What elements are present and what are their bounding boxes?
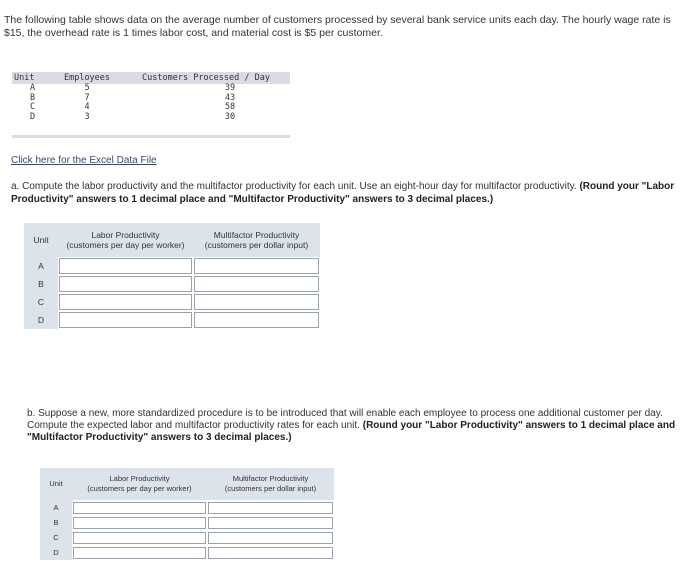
cell-unit: B [30,92,36,103]
answer-table-b [40,468,334,560]
col-multifactor-productivity [193,223,320,257]
table-row [40,530,334,545]
question-b [27,408,677,444]
cell-unit: A [30,83,36,93]
multifactor-productivity-input-b[interactable] [194,276,319,292]
table-row [24,293,320,311]
table-row [12,84,290,94]
col-labor-title: Labor Productivity [109,474,170,483]
data-table-footer-bar [12,135,290,138]
multifactor-productivity-input-d[interactable] [194,312,319,328]
table-row [24,275,320,293]
cell-employees: 4 [84,102,90,112]
labor-productivity-input-d[interactable] [73,547,206,559]
question-a [11,180,691,206]
labor-productivity-input-c[interactable] [73,532,206,544]
header-unit: Unit [12,72,52,84]
cell-employees: 7 [84,92,90,103]
col-labor-subtitle: (customers per day per worker) [66,240,185,250]
question-b-text: b. Suppose a new, more standardized procedure is to be introduced that will enable each employee to process one additional customer per day. Compute the expected labor and multifactor productivity rates for each unit. [27,408,663,431]
multifactor-productivity-input-a[interactable] [208,502,333,514]
answer-table-a-header [24,223,320,257]
data-table-header [12,72,290,84]
col-multifactor-productivity [207,468,334,500]
cell-customers: 58 [224,102,236,112]
col-labor-title: Labor Productivity [91,230,160,240]
col-multi-subtitle: (customers per dollar input) [204,240,309,250]
header-customers: Customers Processed / Day [122,72,290,84]
col-labor-subtitle: (customers per day per worker) [87,484,192,493]
table-row [12,94,290,104]
excel-data-link[interactable]: Click here for the Excel Data File [11,155,157,166]
labor-productivity-input-b[interactable] [59,276,192,292]
table-row [12,113,290,127]
cell-unit: D [30,111,36,122]
multifactor-productivity-input-a[interactable] [194,258,319,274]
row-unit: B [24,275,58,293]
labor-productivity-input-c[interactable] [59,294,192,310]
multifactor-productivity-input-d[interactable] [208,547,333,559]
col-unit: Unit [40,468,72,500]
cell-customers: 39 [224,83,236,93]
data-table [12,72,290,126]
table-row [24,257,320,275]
answer-table-a [24,223,320,329]
multifactor-productivity-input-c[interactable] [194,294,319,310]
cell-customers: 43 [224,92,236,103]
intro-text: The following table shows data on the average number of customers processed by several bank service units each day. The hourly wage rate is $15, the overhead rate is 1 times labor cost, and material cost is $5 per customer. [4,14,671,39]
table-row [24,311,320,329]
cell-unit: C [30,102,36,112]
col-multi-title: Multifactor Productivity [232,474,309,483]
cell-employees: 3 [84,111,90,122]
col-labor-productivity [58,223,193,257]
row-unit: D [24,311,58,329]
row-unit: A [24,257,58,275]
table-row [40,515,334,530]
col-unit: Unit [24,223,58,257]
col-multi-title: Multifactor Productivity [213,230,300,240]
row-unit: C [24,293,58,311]
labor-productivity-input-a[interactable] [59,258,192,274]
row-unit: B [40,515,72,530]
labor-productivity-input-a[interactable] [73,502,206,514]
multifactor-productivity-input-c[interactable] [208,532,333,544]
header-employees: Employees [52,72,122,84]
answer-table-b-header [40,468,334,500]
table-row [40,500,334,515]
table-row [40,545,334,560]
cell-customers: 30 [224,111,236,122]
col-multi-subtitle: (customers per dollar input) [224,484,317,493]
row-unit: C [40,530,72,545]
table-row [12,103,290,113]
labor-productivity-input-b[interactable] [73,517,206,529]
row-unit: D [40,545,72,560]
question-a-instruction: (Round your "Labor Productivity" answers to 1 decimal place and "Multifactor Productivity" answers to 3 decimal places.) [11,181,675,205]
labor-productivity-input-d[interactable] [59,312,192,328]
cell-employees: 5 [84,83,90,93]
question-a-text: a. Compute the labor productivity and the multifactor productivity for each unit. Use an eight-hour day for multifactor productivity. [11,181,577,192]
col-labor-productivity [72,468,207,500]
question-b-instruction: (Round your "Labor Productivity" answers to 1 decimal place and "Multifactor Productivity" answers to 3 decimal places.) [27,420,676,443]
multifactor-productivity-input-b[interactable] [208,517,333,529]
row-unit: A [40,500,72,515]
